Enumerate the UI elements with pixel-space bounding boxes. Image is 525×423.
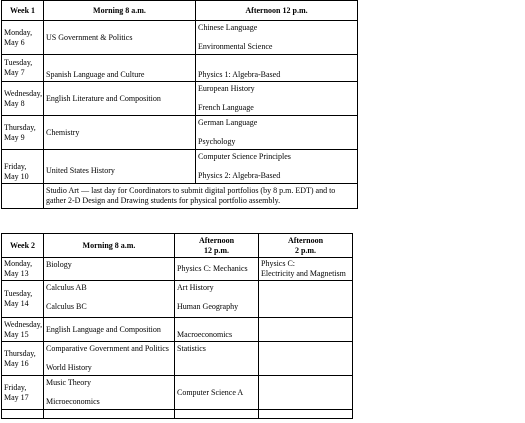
day-cell: Thursday, May 9 bbox=[2, 116, 44, 150]
day-cell bbox=[2, 410, 44, 419]
afternoon-2-exam-cell bbox=[259, 342, 353, 376]
afternoon-12-exam-cell: Statistics bbox=[175, 342, 259, 376]
day-cell: Thursday, May 16 bbox=[2, 342, 44, 376]
afternoon-12-exam-cell: Computer Science A bbox=[175, 376, 259, 410]
morning-exam-cell: English Language and Composition bbox=[44, 318, 175, 342]
afternoon-2-exam-cell bbox=[259, 281, 353, 318]
afternoon-12-exam-cell: Art History Human Geography bbox=[175, 281, 259, 318]
table-row bbox=[2, 21, 358, 55]
afternoon-2-exam-cell bbox=[259, 376, 353, 410]
table-header-row bbox=[2, 234, 353, 258]
table-row bbox=[2, 376, 353, 410]
afternoon-exam-cell: Computer Science Principles Physics 2: Algebra-Based bbox=[196, 150, 358, 184]
week-label: Week 2 bbox=[2, 234, 44, 258]
afternoon-2-exam-cell: Physics C: Electricity and Magnetism bbox=[259, 258, 353, 281]
afternoon-exam-cell: German Language Psychology bbox=[196, 116, 358, 150]
table-row bbox=[2, 410, 353, 419]
table-row bbox=[2, 318, 353, 342]
column-header-morning: Morning 8 a.m. bbox=[44, 234, 175, 258]
table-row bbox=[2, 55, 358, 82]
table-row bbox=[2, 150, 358, 184]
afternoon-2-exam-cell bbox=[259, 318, 353, 342]
table-row bbox=[2, 82, 358, 116]
day-cell: Tuesday, May 14 bbox=[2, 281, 44, 318]
afternoon-exam-cell: Chinese Language Environmental Science bbox=[196, 21, 358, 55]
day-cell: Tuesday, May 7 bbox=[2, 55, 44, 82]
week-label: Week 1 bbox=[2, 1, 44, 21]
afternoon-12-exam-cell: Physics C: Mechanics bbox=[175, 258, 259, 281]
morning-exam-cell: Chemistry bbox=[44, 116, 196, 150]
morning-exam-cell: Comparative Government and Politics World History bbox=[44, 342, 175, 376]
table-header-row bbox=[2, 1, 358, 21]
afternoon-exam-cell: Physics 1: Algebra-Based bbox=[196, 55, 358, 82]
afternoon-12-exam-cell bbox=[175, 410, 259, 419]
column-header-afternoon-2: Afternoon 2 p.m. bbox=[259, 234, 353, 258]
morning-exam-cell: Spanish Language and Culture bbox=[44, 55, 196, 82]
day-cell: Monday, May 6 bbox=[2, 21, 44, 55]
morning-exam-cell: United States History bbox=[44, 150, 196, 184]
column-header-afternoon-12: Afternoon 12 p.m. bbox=[175, 234, 259, 258]
week-1-schedule-table bbox=[1, 0, 358, 209]
morning-exam-cell: US Government & Politics bbox=[44, 21, 196, 55]
table-row bbox=[2, 116, 358, 150]
column-header-morning: Morning 8 a.m. bbox=[44, 1, 196, 21]
table-row bbox=[2, 184, 358, 209]
morning-exam-cell: Music Theory Microeconomics bbox=[44, 376, 175, 410]
column-header-afternoon: Afternoon 12 p.m. bbox=[196, 1, 358, 21]
studio-art-note: Studio Art — last day for Coordinators to submit digital portfolios (by 8 p.m. EDT) and to gather 2-D Design and Drawing students for physical portfolio assembly. bbox=[44, 184, 358, 209]
morning-exam-cell: Biology bbox=[44, 258, 175, 281]
day-cell: Friday, May 17 bbox=[2, 376, 44, 410]
day-cell: Monday, May 13 bbox=[2, 258, 44, 281]
morning-exam-cell: Calculus AB Calculus BC bbox=[44, 281, 175, 318]
week-2-schedule-table bbox=[1, 233, 353, 419]
day-cell bbox=[2, 184, 44, 209]
table-row bbox=[2, 281, 353, 318]
day-cell: Wednesday, May 8 bbox=[2, 82, 44, 116]
morning-exam-cell: English Literature and Composition bbox=[44, 82, 196, 116]
afternoon-exam-cell: European History French Language bbox=[196, 82, 358, 116]
afternoon-2-exam-cell bbox=[259, 410, 353, 419]
afternoon-12-exam-cell: Macroeconomics bbox=[175, 318, 259, 342]
day-cell: Wednesday, May 15 bbox=[2, 318, 44, 342]
day-cell: Friday, May 10 bbox=[2, 150, 44, 184]
table-row bbox=[2, 342, 353, 376]
table-row bbox=[2, 258, 353, 281]
morning-exam-cell bbox=[44, 410, 175, 419]
